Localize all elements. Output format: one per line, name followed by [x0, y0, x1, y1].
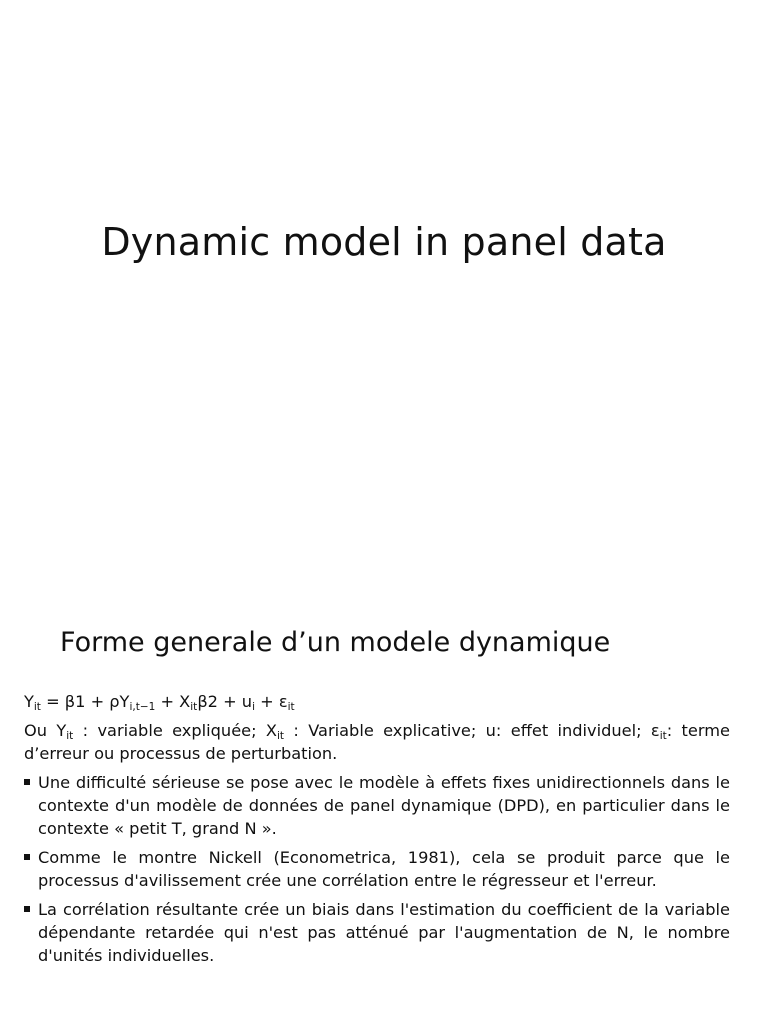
equation-subscript: it: [190, 701, 198, 713]
definition-part: : variable expliquée; X: [73, 721, 278, 740]
definition-subscript: it: [66, 730, 74, 742]
variable-definitions: [24, 719, 730, 765]
bullet-list: [24, 771, 730, 967]
equation-lhs-subscript: it: [33, 701, 41, 713]
square-bullet-icon: [24, 854, 30, 860]
equation-part: = β1 + ρY: [40, 692, 130, 711]
equation-part: + ε: [254, 692, 288, 711]
definition-subscript: it: [277, 730, 285, 742]
equation-part: β2 + u: [197, 692, 253, 711]
slide-1-title: Dynamic model in panel data: [101, 220, 667, 264]
definition-part: : Variable explicative; u: effet individuel; ε: [284, 721, 660, 740]
bullet-text: La corrélation résultante crée un biais dans l'estimation du coefficient de la variable dépendante retardée qui n'est pas atténué par l'augmentation de N, le nombre d'unités individuelles.: [38, 900, 730, 965]
bullet-item: [24, 771, 730, 840]
bullet-item: [24, 846, 730, 892]
definition-part: Ou Y: [24, 721, 67, 740]
bullet-text: Comme le montre Nickell (Econometrica, 1981), cela se produit parce que le processus d'avilissement crée une corrélation entre le régresseur et l'erreur.: [38, 848, 730, 890]
equation-lhs: Y: [24, 692, 34, 711]
definition-part: : terme d’erreur ou processus de perturbation.: [24, 721, 730, 763]
equation-part: + X: [155, 692, 191, 711]
square-bullet-icon: [24, 779, 30, 785]
bullet-text: Une difficulté sérieuse se pose avec le modèle à effets fixes unidirectionnels dans le contexte d'un modèle de données de panel dynamique (DPD), en particulier dans le contexte « petit T, grand N ».: [38, 773, 730, 838]
slide-2-title: Forme generale d’un modele dynamique: [60, 627, 611, 658]
bullet-item: [24, 898, 730, 967]
square-bullet-icon: [24, 906, 30, 912]
equation-subscript: i,t−1: [129, 701, 156, 713]
slide-2: [0, 512, 768, 1024]
definition-subscript: it: [659, 730, 667, 742]
equation-subscript: i: [252, 701, 255, 713]
equation-subscript: it: [287, 701, 295, 713]
slide-2-content: [24, 690, 730, 973]
model-equation: [24, 690, 730, 713]
